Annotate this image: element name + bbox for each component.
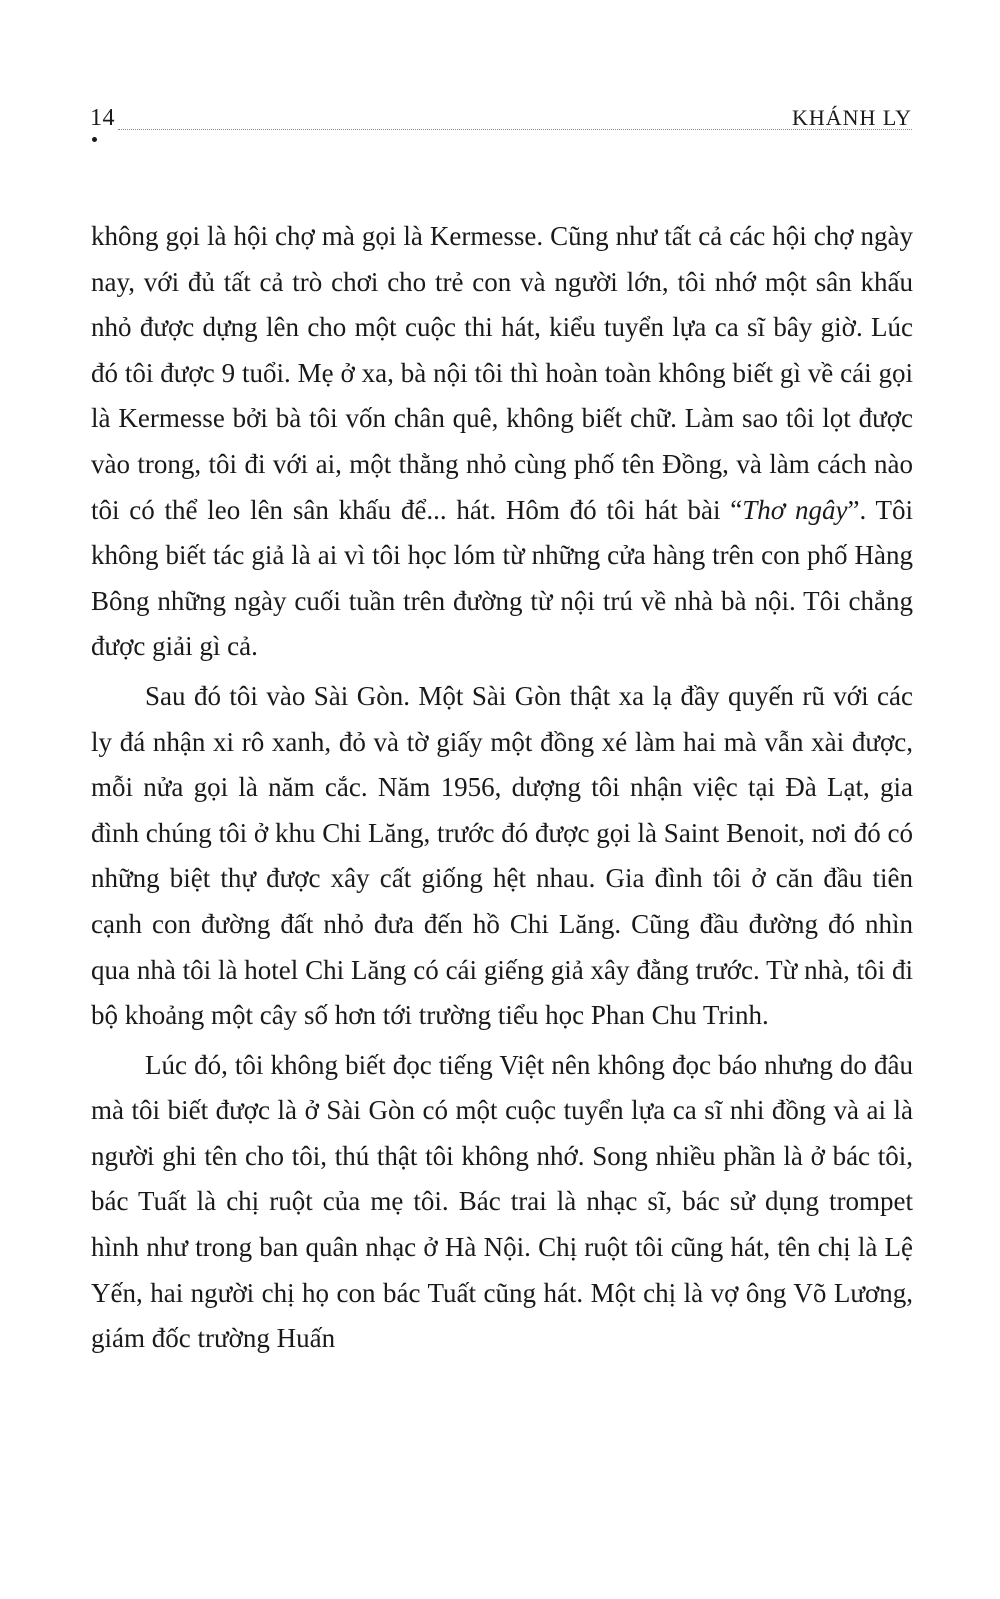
page-number: 14 xyxy=(90,105,115,131)
paragraph-1 xyxy=(91,214,913,670)
song-title: Thơ ngây xyxy=(742,494,848,525)
paragraph-2: Sau đó tôi vào Sài Gòn. Một Sài Gòn thật xa lạ đầy quyến rũ với các ly đá nhận xi rô xanh, đỏ và tờ giấy một đồng xé làm hai mà vẫn xài được, mỗi nửa gọi là năm cắc. Năm 1956, dượng tôi nhận việc tại Đà Lạt, gia đình chúng tôi ở khu Chi Lăng, trước đó được gọi là Saint Benoit, nơi đó có những biệt thự được xây cất giống hệt nhau. Gia đình tôi ở căn đầu tiên cạnh con đường đất nhỏ đưa đến hồ Chi Lăng. Cũng đầu đường đó nhìn qua nhà tôi là hotel Chi Lăng có cái giếng giả xây đằng trước. Từ nhà, tôi đi bộ khoảng một cây số hơn tới trường tiểu học Phan Chu Trinh. xyxy=(91,680,913,1031)
paragraph-1-text-before: không gọi là hội chợ mà gọi là Kermesse. Cũng như tất cả các hội chợ ngày nay, với đủ tất cả trò chơi cho trẻ con và người lớn, tôi nhớ một sân khấu nhỏ được dựng lên cho một cuộc thi hát, kiểu tuyển lựa ca sĩ bây giờ. Lúc đó tôi được 9 tuổi. Mẹ ở xa, bà nội tôi thì hoàn toàn không biết gì về cái gọi là Kermesse bởi bà tôi vốn chân quê, không biết chữ. Làm sao tôi lọt được vào trong, tôi đi với ai, một thằng nhỏ cùng phố tên Đồng, và làm cách nào tôi có thể leo lên sân khấu để... hát. Hôm đó tôi hát bài “ xyxy=(91,221,913,525)
paragraph-3: Lúc đó, tôi không biết đọc tiếng Việt nên không đọc báo nhưng do đâu mà tôi biết được là ở Sài Gòn có một cuộc tuyển lựa ca sĩ nhi đồng và ai là người ghi tên cho tôi, thú thật tôi không nhớ. Song nhiều phần là ở bác tôi, bác Tuất là chị ruột của mẹ tôi. Bác trai là nhạc sĩ, bác sử dụng trompet hình như trong ban quân nhạc ở Hà Nội. Chị ruột tôi cũng hát, tên chị là Lệ Yến, hai người chị họ con bác Tuất cũng hát. Một chị là vợ ông Võ Lương, giám đốc trường Huấn xyxy=(91,1049,913,1354)
header-dot-mark xyxy=(92,137,97,142)
paragraph-1-text-after: ”. Tôi không biết tác giả là ai vì tôi học lóm từ những cửa hàng trên con phố Hàng Bông những ngày cuối tuần trên đường từ nội trú về nhà bà nội. Tôi chẳng được giải gì cả. xyxy=(91,494,913,662)
page-header xyxy=(90,104,912,136)
running-head-author: KHÁNH LY xyxy=(791,105,912,130)
page-body xyxy=(91,214,913,1362)
